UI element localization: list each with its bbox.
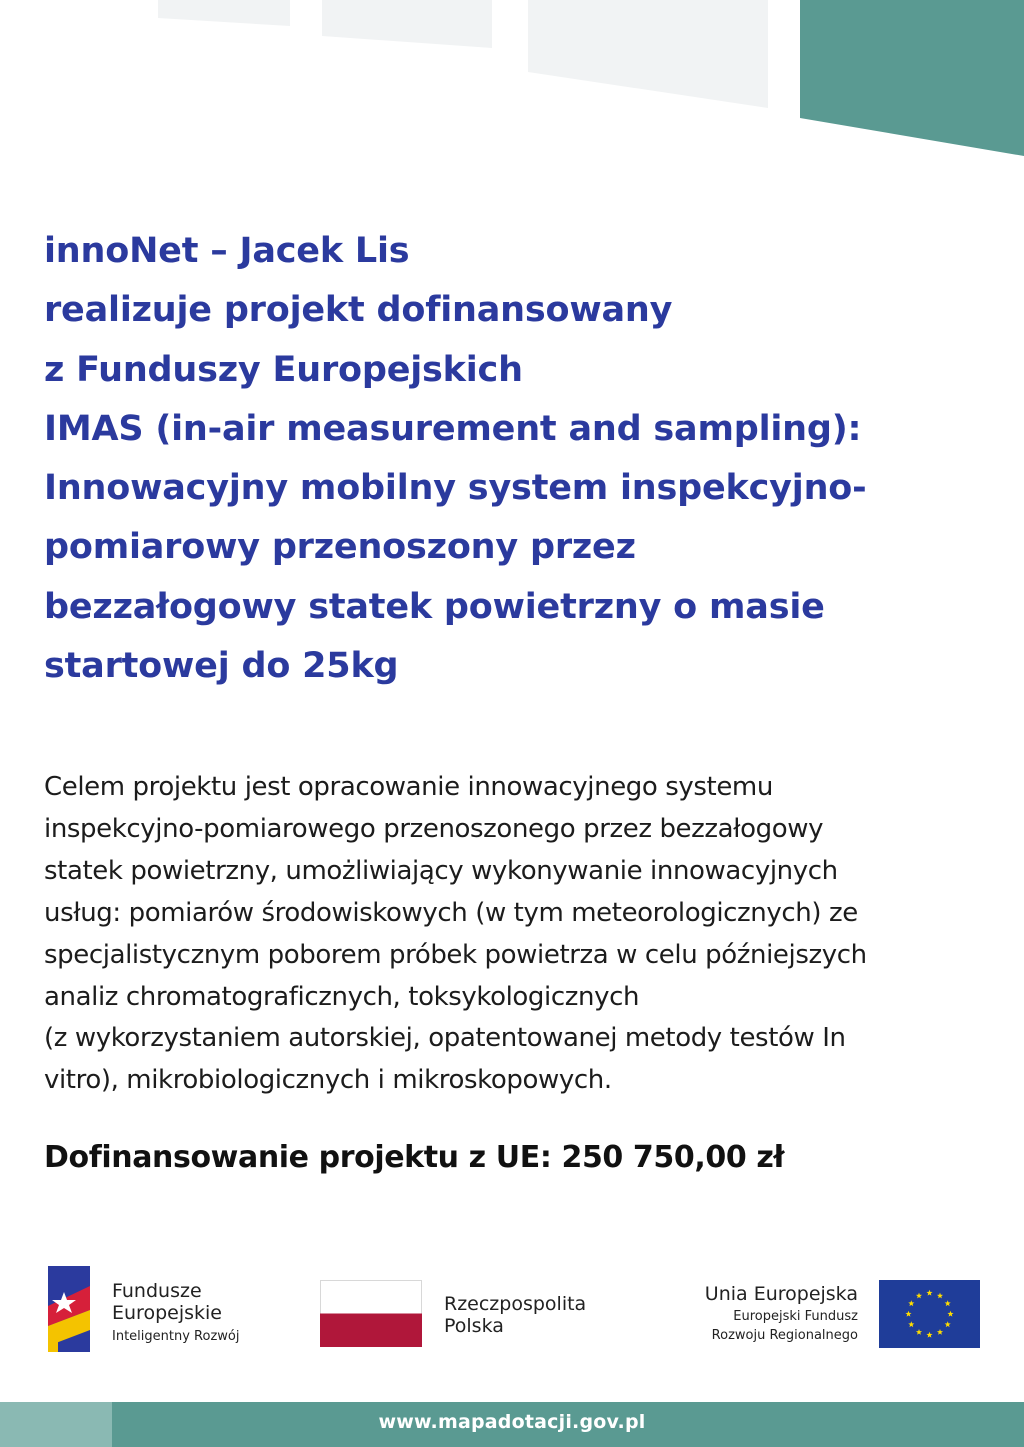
top-decoration: [0, 0, 1024, 160]
headline-line: bezzałogowy statek powietrzny o masie: [44, 586, 825, 627]
headline: [44, 222, 984, 696]
polish-flag-icon: [320, 1280, 422, 1347]
project-description: [44, 767, 994, 1102]
logo-fundusze-europejskie: [44, 1266, 264, 1356]
headline-line: realizuje projekt dofinansowany: [44, 290, 673, 331]
headline-line: IMAS (in-air measurement and sampling):: [44, 408, 862, 449]
fe-title-line: Fundusze: [112, 1280, 202, 1302]
pl-line: Rzeczpospolita: [444, 1293, 587, 1315]
funding-amount: Dofinansowanie projektu z UE: 250 750,00 zł: [44, 1140, 785, 1175]
footer-url[interactable]: www.mapadotacji.gov.pl: [378, 1411, 646, 1433]
pl-line: Polska: [444, 1315, 504, 1337]
eu-flag-icon: [879, 1280, 980, 1348]
logo-unia-europejska: [660, 1280, 982, 1350]
description-line: inspekcyjno-pomiarowego przenoszonego przez bezzałogowy: [44, 813, 824, 844]
headline-line: startowej do 25kg: [44, 646, 399, 687]
eu-subtitle-line: Europejski Fundusz: [733, 1309, 858, 1324]
headline-line: pomiarowy przenoszony przez: [44, 527, 636, 568]
description-line: vitro), mikrobiologicznych i mikroskopowych.: [44, 1065, 612, 1096]
description-line: (z wykorzystaniem autorskiej, opatentowanej metody testów In: [44, 1023, 846, 1054]
eu-subtitle-line: Rozwoju Regionalnego: [711, 1328, 858, 1343]
fundusze-europejskie-text: [112, 1280, 239, 1348]
fe-title-line: Europejskie: [112, 1302, 222, 1324]
headline-line: innoNet – Jacek Lis: [44, 231, 410, 271]
description-line: usług: pomiarów środowiskowych (w tym meteorologicznych) ze: [44, 897, 858, 928]
footer-bar: [0, 1402, 1024, 1447]
fundusze-europejskie-star-icon: [44, 1266, 94, 1356]
rzeczpospolita-polska-text: [444, 1293, 586, 1337]
headline-line: Innowacyjny mobilny system inspekcyjno-: [44, 468, 867, 509]
headline-line: z Funduszy Europejskich: [44, 349, 523, 390]
description-line: statek powietrzny, umożliwiający wykonywanie innowacyjnych: [44, 855, 838, 886]
description-line: analiz chromatograficznych, toksykologicznych: [44, 981, 640, 1012]
unia-europejska-text: [705, 1281, 858, 1345]
description-line: specjalistycznym poborem próbek powietrza w celu późniejszych: [44, 939, 867, 970]
eu-title: Unia Europejska: [704, 1283, 858, 1305]
description-line: Celem projektu jest opracowanie innowacyjnego systemu: [44, 772, 773, 802]
logo-rzeczpospolita-polska: [320, 1280, 640, 1350]
fe-subtitle: Inteligentny Rozwój: [112, 1329, 240, 1344]
